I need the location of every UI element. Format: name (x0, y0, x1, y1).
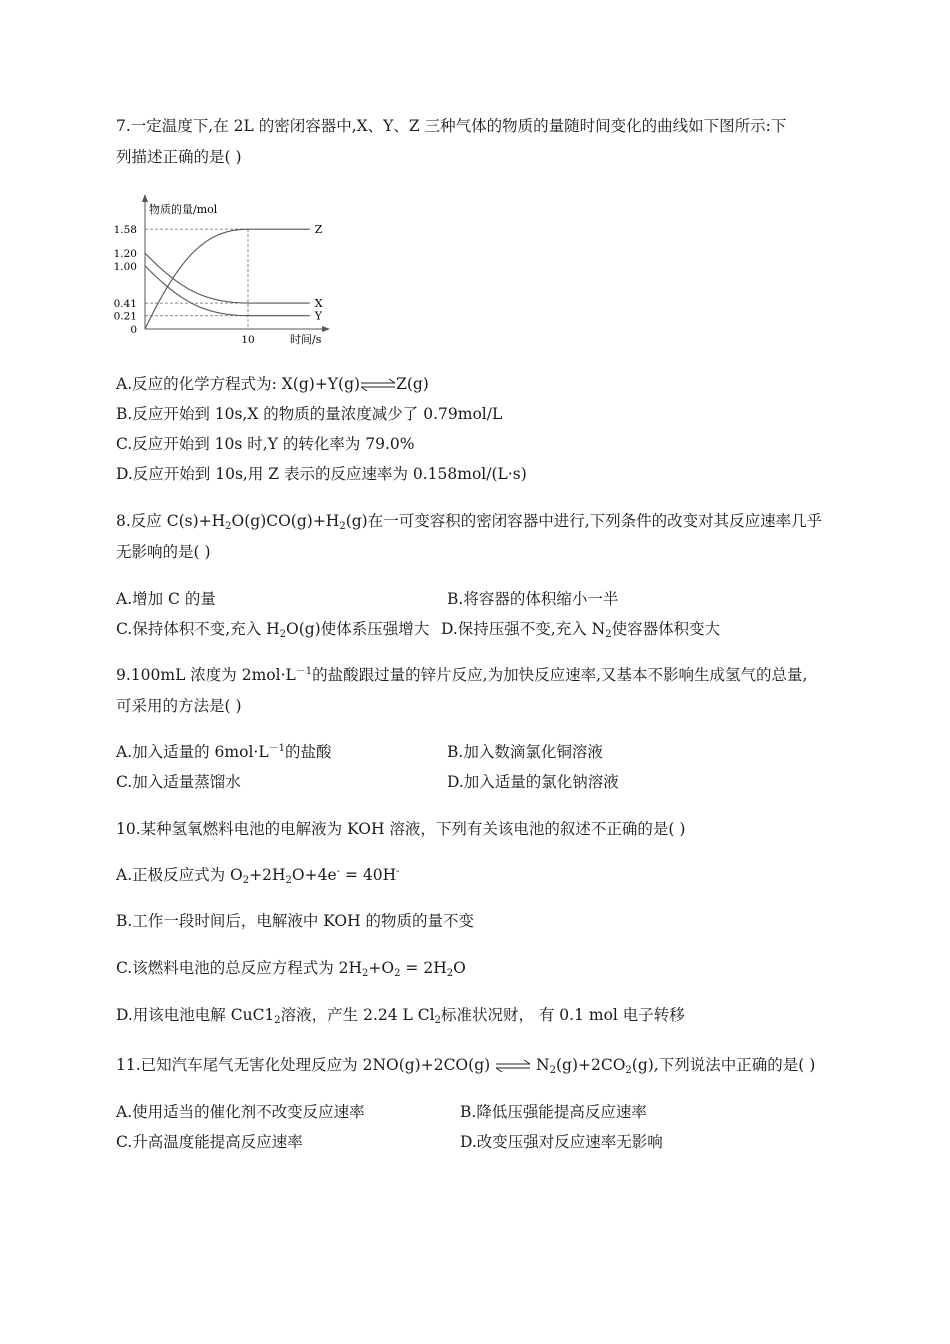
x-axis-arrow-icon (322, 326, 330, 332)
y-tick-label: 1.20 (113, 248, 137, 261)
q10-stem: 10.某种氢氧燃料电池的电解液为 KOH 溶液，下列有关该电池的叙述不正确的是( ) (116, 820, 686, 838)
q9-option-b: B.加入数滴氯化铜溶液 (447, 743, 603, 761)
y-tick-label: 0 (130, 324, 137, 336)
q7-option-b: B.反应开始到 10s,X 的物质的量浓度减少了 0.79mol/L (116, 405, 503, 423)
series-line-x (145, 253, 310, 303)
q10-option-b: B.工作一段时间后，电解液中 KOH 的物质的量不变 (116, 912, 475, 930)
q8-stem-line1: 8.反应 $C(s)+H_2O(g)CO(g)+H_2(g)$在一可变容积的密闭容器中进行,下列条件的改变对其反应速率几乎 (116, 512, 823, 532)
q7-option-a-post: Z(g) (396, 375, 429, 393)
q11-option-c: C.升高温度能提高反应速率 (116, 1133, 303, 1151)
q8-stem-line2: 无影响的是( ) (116, 543, 211, 561)
q10-option-a: A.正极反应式为 $O_2+2H_2O+4e^- = 40H^-$ (116, 866, 400, 886)
q9-option-c: C.加入适量蒸馏水 (116, 773, 241, 791)
y-tick-label: 0.21 (113, 310, 137, 323)
q8-option-b: B.将容器的体积缩小一半 (447, 590, 619, 608)
q7-option-a (116, 374, 429, 394)
q7-stem-line2: 列描述正确的是( ) (116, 148, 242, 166)
q8-option-c: C.保持体积不变,充入 $H_2O(g)$使体系压强增大 (116, 620, 430, 640)
x-tick-label: 10 (241, 334, 255, 346)
q9-stem-line1: 9.100mL 浓度为 $2mol\cdot L^{-1}$的盐酸跟过量的锌片反应,为加快反应速率,又基本不影响生成氢气的总量, (116, 666, 808, 684)
q8-option-a: A.增加 C 的量 (116, 590, 216, 608)
q7-option-a-pre: A.反应的化学方程式为: X(g)+Y(g) (116, 375, 361, 393)
y-axis-label: 物质的量/mol (149, 203, 218, 216)
y-tick-label: 0.41 (113, 298, 137, 311)
q11-option-a: A.使用适当的催化剂不改变反应速率 (116, 1103, 365, 1121)
series-label-x: X (314, 297, 323, 311)
series-label-z: Z (314, 223, 323, 237)
series-label-y: Y (314, 309, 323, 323)
y-axis-arrow-icon (142, 194, 148, 202)
q11-stem: 11.已知汽车尾气无害化处理反应为 2NO(g)+2CO(g) $N_2(g)+2CO_2(g)$,下列说法中正确的是( ) (116, 1056, 816, 1076)
equilibrium-arrow-icon (360, 378, 396, 392)
q11-option-b: B.降低压强能提高反应速率 (460, 1103, 647, 1121)
q11-option-d: D.改变压强对反应速率无影响 (460, 1133, 663, 1151)
q9-option-d: D.加入适量的氯化钠溶液 (447, 773, 619, 791)
equilibrium-arrow-icon (495, 1059, 531, 1073)
y-tick-label: 1.58 (113, 224, 137, 237)
q7-option-d: D.反应开始到 10s,用 Z 表示的反应速率为 0.158mol/(L·s) (116, 465, 527, 483)
q10-option-c: C.该燃料电池的总反应方程式为 $2H_2+O_2 = 2H_2O$ (116, 959, 466, 979)
x-axis-label: 时间/s (290, 333, 322, 346)
q9-stem-line2: 可采用的方法是( ) (116, 697, 242, 715)
series-line-y (145, 266, 310, 316)
q7-option-c: C.反应开始到 10s 时,Y 的转化率为 79.0% (116, 435, 415, 453)
q7-chart (113, 192, 336, 352)
q7-stem-line1: 7.一定温度下,在 2L 的密闭容器中,X、Y、Z 三种气体的物质的量随时间变化的曲线如下图所示:下 (116, 117, 787, 135)
y-tick-label: 1.00 (113, 260, 137, 273)
q10-option-d: D.用该电池电解 $CuC1_2$溶液，产生 2.24 L $Cl_2$标准状况财， 有 0.1 mol 电子转移 (116, 1006, 685, 1026)
q8-option-d: D.保持压强不变,充入 $N_2$使容器体积变大 (441, 620, 721, 640)
q9-option-a: A.加入适量的 $6mol\cdot L^{-1}$的盐酸 (116, 743, 332, 761)
